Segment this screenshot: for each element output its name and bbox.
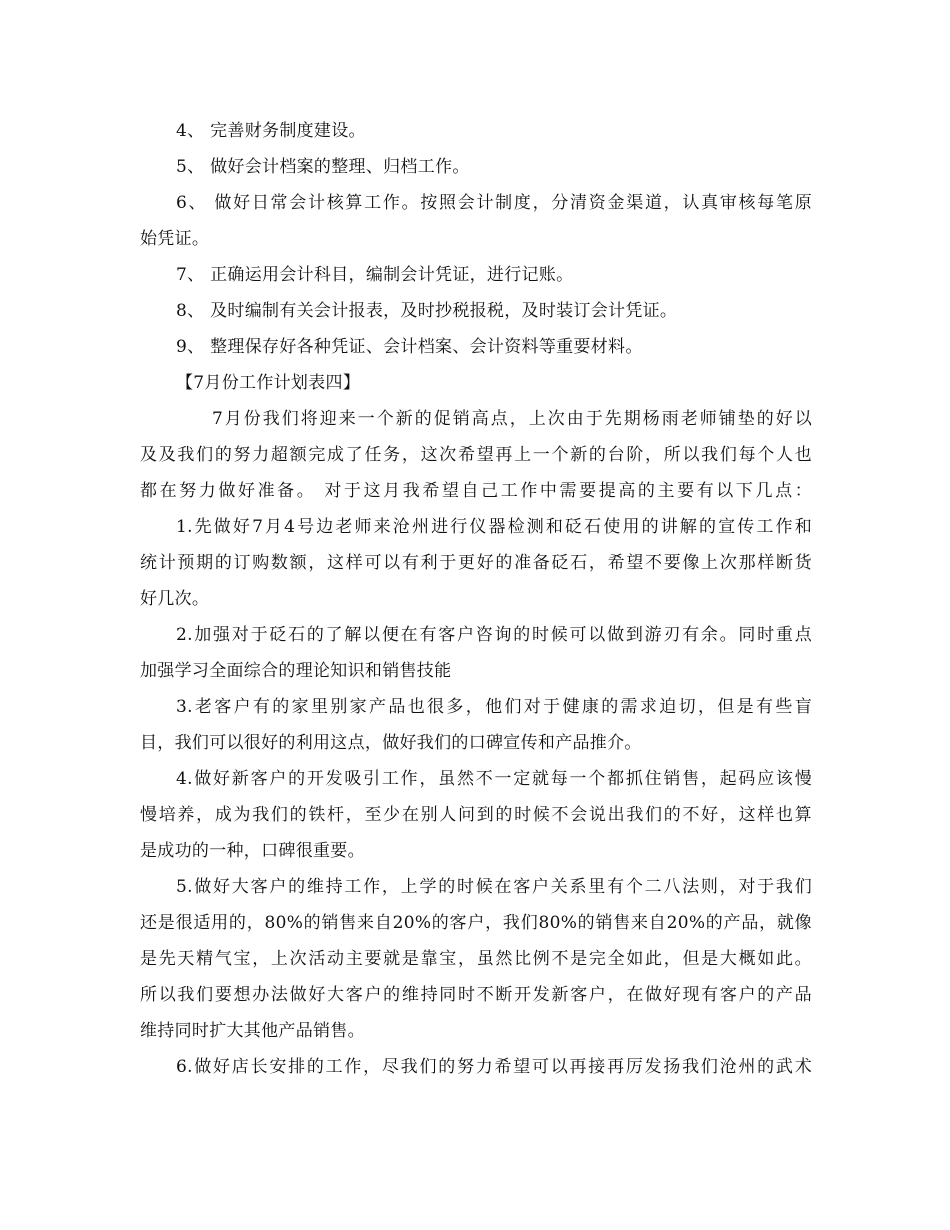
point-1-line-3: 好几次。 [140,589,210,609]
list-item-7: 7、 正确运用会计科目，编制会计凭证，进行记账。 [176,265,574,285]
list-item-9: 9、 整理保存好各种凭证、会计档案、会计资料等重要材料。 [176,337,643,357]
intro-line-1: 7月份我们将迎来一个新的促销高点，上次由于先期杨雨老师铺垫的好以 [212,409,812,429]
list-item-8: 8、 及时编制有关会计报表，及时抄税报税，及时装订会计凭证。 [176,301,678,321]
intro-line-3: 都在努力做好准备。 对于这月我希望自己工作中需要提高的主要有以下几点： [140,481,812,501]
point-1-line-2: 统计预期的订购数额，这样可以有利于更好的准备砭石，希望不要像上次那样断货 [140,553,812,573]
point-5-line-2: 还是很适用的，80%的销售来自20%的客户，我们80%的销售来自20%的产品，就像 [140,913,812,933]
list-item-6-line-1: 6、 做好日常会计核算工作。按照会计制度，分清资金渠道，认真审核每笔原 [176,193,812,213]
list-item-5: 5、 做好会计档案的整理、归档工作。 [176,157,470,177]
point-5-line-3: 是先天精气宝，上次活动主要就是靠宝，虽然比例不是完全如此，但是大概如此。 [140,949,812,969]
section-heading: 【7月份工作计划表四】 [176,373,361,393]
list-item-4: 4、 完善财务制度建设。 [176,121,366,141]
point-5-line-4: 所以我们要想办法做好大客户的维持同时不断开发新客户，在做好现有客户的产品 [140,985,812,1005]
point-5-line-1: 5.做好大客户的维持工作，上学的时候在客户关系里有个二八法则，对于我们 [176,877,812,897]
document-body [140,113,812,1085]
point-4-line-3: 是成功的一种，口碑很重要。 [140,841,365,861]
point-2-line-1: 2.加强对于砭石的了解以便在有客户咨询的时候可以做到游刃有余。同时重点 [176,625,812,645]
intro-line-2: 及及我们的努力超额完成了任务，这次希望再上一个新的台阶，所以我们每个人也 [140,445,812,465]
point-6-line-1: 6.做好店长安排的工作，尽我们的努力希望可以再接再厉发扬我们沧州的武术 [176,1057,812,1077]
point-4-line-1: 4.做好新客户的开发吸引工作，虽然不一定就每一个都抓住销售，起码应该慢 [176,769,812,789]
point-3-line-2: 目，我们可以很好的利用这点，做好我们的口碑宣传和产品推介。 [140,733,642,753]
point-2-line-2: 加强学习全面综合的理论知识和销售技能 [140,661,452,681]
point-4-line-2: 慢培养，成为我们的铁杆，至少在别人问到的时候不会说出我们的不好，这样也算 [140,805,812,825]
list-item-6-line-2: 始凭证。 [140,229,210,249]
point-5-line-5: 维持同时扩大其他产品销售。 [140,1021,365,1041]
point-1-line-1: 1.先做好7月4号边老师来沧州进行仪器检测和砭石使用的讲解的宣传工作和 [176,517,812,537]
point-3-line-1: 3.老客户有的家里别家产品也很多，他们对于健康的需求迫切，但是有些盲 [176,697,812,717]
